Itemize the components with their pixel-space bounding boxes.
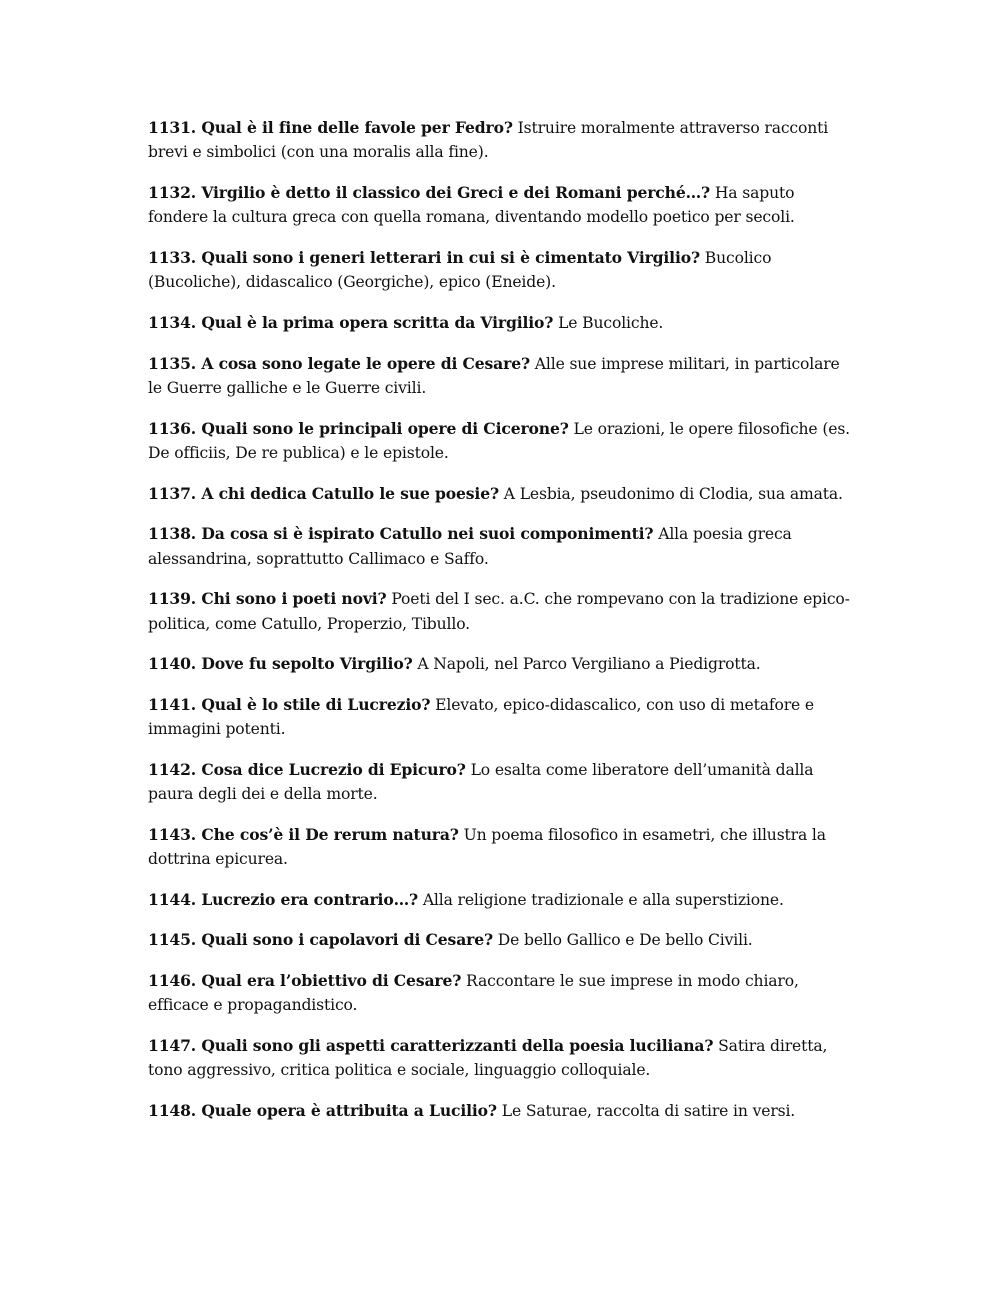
answer: Istruire moralmente attraverso racconti brevi e simbolici (con una moralis alla fine). xyxy=(148,119,829,162)
qa-item-1143 xyxy=(148,823,856,872)
question: 1146. Qual era l’obiettivo di Cesare? xyxy=(148,970,462,990)
question: 1134. Qual è la prima opera scritta da Virgilio? xyxy=(148,313,554,332)
qa-item-1132 xyxy=(148,181,856,230)
qa-item-1138 xyxy=(148,522,856,571)
question: 1145. Quali sono i capolavori di Cesare? xyxy=(148,930,493,950)
qa-item-1140 xyxy=(148,652,856,676)
answer: Satira diretta, tono aggressivo, critica politica e sociale, linguaggio colloquiale. xyxy=(148,1036,828,1080)
qa-item-1147 xyxy=(148,1034,856,1083)
qa-item-1142 xyxy=(148,758,856,807)
question: 1135. A cosa sono legate le opere di Cesare? xyxy=(148,353,530,373)
answer: Alle sue imprese militari, in particolare le Guerre galliche e le Guerre civili. xyxy=(148,354,840,397)
answer: Poeti del I sec. a.C. che rompevano con la tradizione epico-politica, come Catullo, Properzio, Tibullo. xyxy=(148,590,850,633)
qa-item-1146 xyxy=(148,969,856,1018)
qa-item-1135 xyxy=(148,352,856,401)
answer: A Napoli, nel Parco Vergiliano a Piedigrotta. xyxy=(417,655,761,674)
question: 1140. Dove fu sepolto Virgilio? xyxy=(148,654,413,674)
question: 1137. A chi dedica Catullo le sue poesie? xyxy=(148,483,499,503)
question: 1143. Che cos’è il De rerum natura? xyxy=(148,824,459,844)
qa-item-1137 xyxy=(148,482,856,506)
qa-item-1141 xyxy=(148,693,856,742)
qa-item-1133 xyxy=(148,246,856,295)
question: 1139. Chi sono i poeti novi? xyxy=(148,589,387,609)
answer: Raccontare le sue imprese in modo chiaro, efficace e propagandistico. xyxy=(148,971,799,1015)
answer: Un poema filosofico in esametri, che illustra la dottrina epicurea. xyxy=(148,825,826,869)
answer: Le Bucoliche. xyxy=(558,314,664,332)
answer: A Lesbia, pseudonimo di Clodia, sua amata. xyxy=(503,484,843,503)
qa-item-1134 xyxy=(148,311,856,335)
question: 1138. Da cosa si è ispirato Catullo nei suoi componimenti? xyxy=(148,524,654,544)
qa-item-1145 xyxy=(148,928,856,952)
answer: Alla poesia greca alessandrina, soprattutto Callimaco e Saffo. xyxy=(148,525,792,568)
question: 1132. Virgilio è detto il classico dei Greci e dei Romani perché…? xyxy=(148,183,711,202)
question: 1142. Cosa dice Lucrezio di Epicuro? xyxy=(148,759,466,779)
qa-item-1136 xyxy=(148,417,856,466)
qa-item-1148 xyxy=(148,1099,856,1123)
question: 1148. Quale opera è attribuita a Lucilio? xyxy=(148,1100,497,1120)
answer: Alla religione tradizionale e alla superstizione. xyxy=(422,890,784,909)
document-page xyxy=(148,116,856,1140)
answer: Bucolico (Bucoliche), didascalico (Georgiche), epico (Eneide). xyxy=(148,249,772,292)
qa-item-1131 xyxy=(148,116,856,165)
question: 1136. Quali sono le principali opere di Cicerone? xyxy=(148,418,569,438)
answer: Elevato, epico-didascalico, con uso di metafore e immagini potenti. xyxy=(148,695,814,739)
answer: Le Saturae, raccolta di satire in versi. xyxy=(501,1101,796,1120)
answer: Le orazioni, le opere filosofiche (es. De officiis, De re publica) e le epistole. xyxy=(148,419,850,462)
answer: Lo esalta come liberatore dell’umanità dalla paura degli dei e della morte. xyxy=(148,760,814,804)
question: 1144. Lucrezio era contrario…? xyxy=(148,889,418,909)
qa-item-1139 xyxy=(148,587,856,636)
answer: Ha saputo fondere la cultura greca con quella romana, diventando modello poetico per secoli. xyxy=(148,184,795,227)
question: 1133. Quali sono i generi letterari in cui si è cimentato Virgilio? xyxy=(148,248,700,267)
answer: De bello Gallico e De bello Civili. xyxy=(497,931,753,950)
question: 1141. Qual è lo stile di Lucrezio? xyxy=(148,694,431,714)
qa-item-1144 xyxy=(148,888,856,912)
question: 1131. Qual è il fine delle favole per Fedro? xyxy=(148,118,513,137)
question: 1147. Quali sono gli aspetti caratterizzanti della poesia luciliana? xyxy=(148,1035,714,1055)
